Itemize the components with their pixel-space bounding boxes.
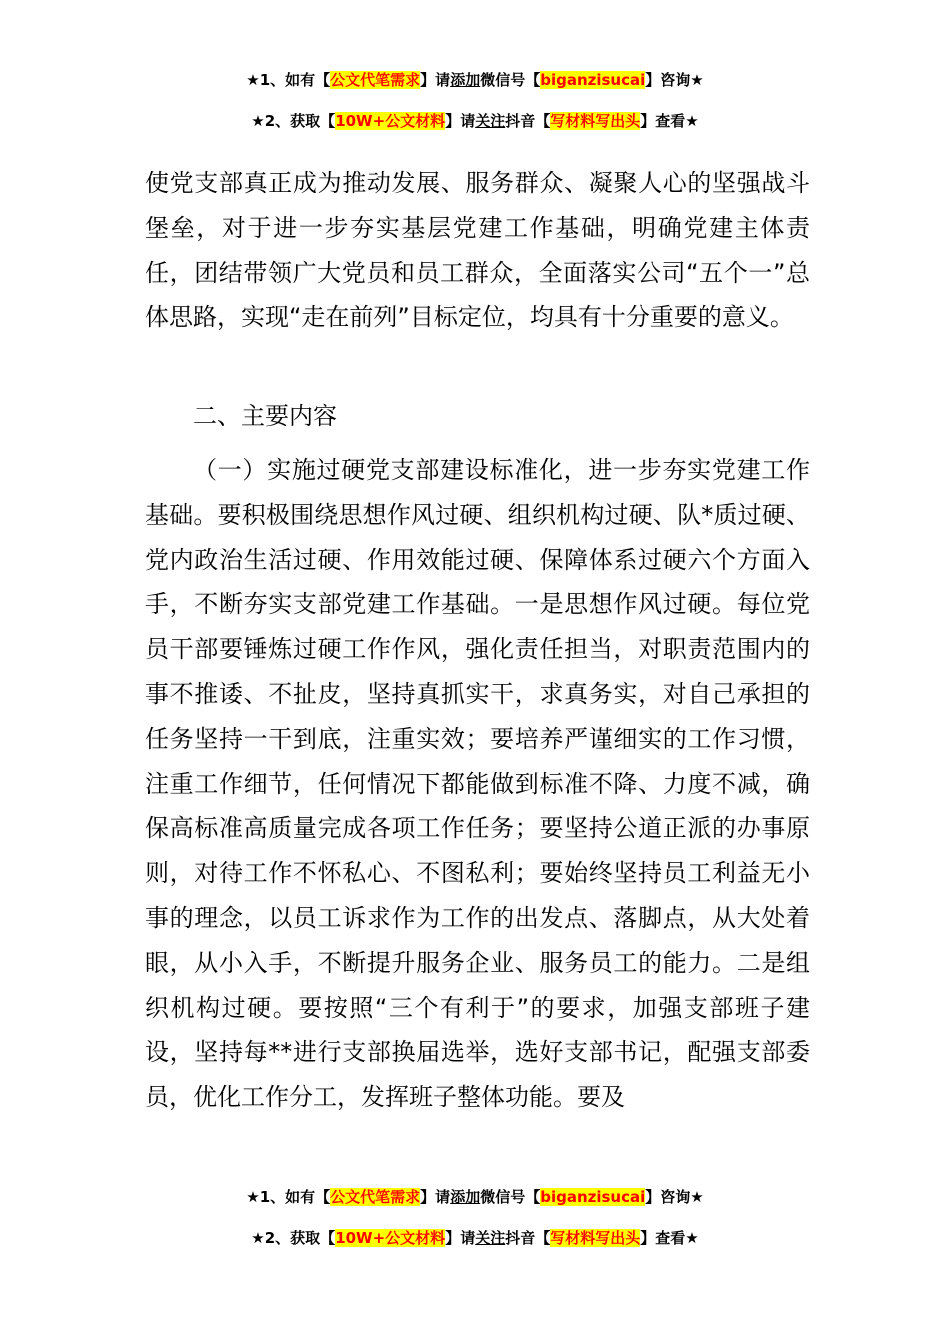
header-promo-line-1 xyxy=(0,69,950,91)
promo-text: 】请 xyxy=(420,1188,451,1206)
promo-prefix: ★2、获取【 xyxy=(251,1229,336,1247)
promo-highlight: 10W+公文材料 xyxy=(335,112,446,130)
promo-suffix: 】咨询★ xyxy=(645,71,704,89)
promo-douyin-id: 写材料写出头 xyxy=(550,112,641,130)
promo-text: 微信号【 xyxy=(480,71,541,89)
promo-text: 抖音【 xyxy=(505,112,551,130)
promo-wechat-id: biganzisucai xyxy=(540,71,646,89)
footer-promo-line-2 xyxy=(0,1227,950,1249)
promo-text: 】请 xyxy=(445,112,476,130)
paragraph-intro-continuation: 使党支部真正成为推动发展、服务群众、凝聚人心的坚强战斗堡垒，对于进一步夯实基层党建工作基础，明确党建主体责任，团结带领广大党员和员工群众，全面落实公司“五个一”总体思路，实现“走在前列”目标定位，均具有十分重要的意义。 xyxy=(145,169,810,332)
promo-suffix: 】查看★ xyxy=(640,112,699,130)
promo-underlined-text: 添加 xyxy=(450,71,481,89)
promo-text: 】请 xyxy=(420,71,451,89)
promo-highlight: 公文代笔需求 xyxy=(330,1188,421,1206)
promo-text: 微信号【 xyxy=(480,1188,541,1206)
promo-highlight: 公文代笔需求 xyxy=(330,71,421,89)
promo-prefix: ★1、如有【 xyxy=(246,1188,331,1206)
footer-promo-line-1 xyxy=(0,1186,950,1208)
promo-prefix: ★1、如有【 xyxy=(246,71,331,89)
paragraph-section-1: （一）实施过硬党支部建设标准化，进一步夯实党建工作基础。要积极围绕思想作风过硬、组织机构过硬、队*质过硬、党内政治生活过硬、作用效能过硬、保障体系过硬六个方面入手，不断夯实支部党建工作基础。一是思想作风过硬。每位党员干部要锤炼过硬工作作风，强化责任担当，对职责范围内的事不推诿、不扯皮，坚持真抓实干，求真务实，对自己承担的任务坚持一干到底，注重实效；要培养严谨细实的工作习惯，注重工作细节，任何情况下都能做到标准不降、力度不减，确保高标准高质量完成各项工作任务；要坚持公道正派的办事原则，对待工作不怀私心、不图私利；要始终坚持员工利益无小事的理念，以员工诉求作为工作的出发点、落脚点，从大处着眼，从小入手，不断提升服务企业、服务员工的能力。二是组织机构过硬。要按照“三个有利于”的要求，加强支部班子建设，坚持每**进行支部换届选举，选好支部书记，配强支部委员，优化工作分工，发挥班子整体功能。要及 xyxy=(145,456,810,1112)
promo-highlight: 10W+公文材料 xyxy=(335,1229,446,1247)
promo-underlined-text: 关注 xyxy=(475,112,506,130)
promo-text: 】请 xyxy=(445,1229,476,1247)
header-promo-line-2 xyxy=(0,110,950,132)
section-heading-main-content: 二、主要内容 xyxy=(193,402,337,430)
promo-suffix: 】查看★ xyxy=(640,1229,699,1247)
promo-suffix: 】咨询★ xyxy=(645,1188,704,1206)
promo-douyin-id: 写材料写出头 xyxy=(550,1229,641,1247)
promo-underlined-text: 关注 xyxy=(475,1229,506,1247)
promo-underlined-text: 添加 xyxy=(450,1188,481,1206)
promo-wechat-id: biganzisucai xyxy=(540,1188,646,1206)
promo-prefix: ★2、获取【 xyxy=(251,112,336,130)
promo-text: 抖音【 xyxy=(505,1229,551,1247)
